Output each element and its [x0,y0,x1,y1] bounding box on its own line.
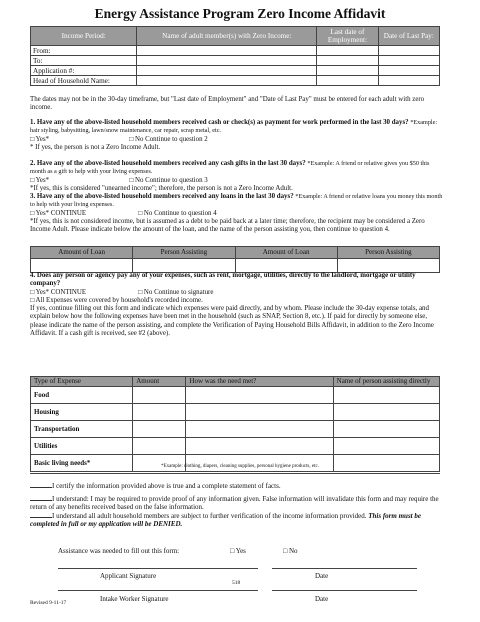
col-adult-names: Name of adult member(s) with Zero Income: [137,27,317,46]
q2-no-checkbox[interactable]: □ No Continue to question 3 [129,176,208,184]
row-from[interactable]: From: [31,46,137,56]
col-income-period: Income Period: [31,27,137,46]
header-table [30,26,440,86]
initial-blank-2[interactable] [30,500,52,501]
page-number: 518 [232,580,241,586]
question-2: 2. Have any of the above-listed household members received any cash gifts in the last 30 days? *Example: A friend or relative gives you $50 this month as a gift to help with your living expenses. □ Yes* □ No Continue to question 3 *If yes, this is considered "unearned income"; therefore, the person is not a Zero Income Adult. [30,160,430,192]
assist-question: Assistance was needed to fill out this form: [58,547,180,555]
expense-food: Food [31,387,133,404]
worker-signature-line[interactable] [58,590,258,591]
question-1: 1. Have any of the above-listed household members received cash or check(s) as payment for work performed in the last 30 days? *Example: hair styling, babysitting, lawn/snow maintenance, car repair, scrap metal, etc. □ Yes* □ No Continue to question 2 * If yes, the person is not a Zero Income Adult. [30,119,438,151]
q1-text: 1. Have any of the above-listed household members received cash or check(s) as payment for work performed in the last 30 days? [30,119,409,126]
assist-no-checkbox[interactable]: □ No [283,547,298,555]
q3-no-checkbox[interactable]: □ No Continue to question 4 [138,209,217,217]
expense-basic-needs: Basic living needs* [31,455,133,472]
expense-table: Type of Expense Amount How was the need met? Name of person assisting directly Food Housing Transportation Utilities Basic living needs* [30,376,440,472]
page-title: Energy Assistance Program Zero Income Affidavit [94,6,386,21]
certification-block: I certify the information provided above is true and a complete statement of facts. I understand: I may be required to provide proof of any information given. False information will invalidate this form and may require the return of any benefits received based on the false information. I understand all adult household members are subject to further verification of the income information provided. This form must be completed in full or my application will be DENIED. [30,482,439,528]
applicant-date-label: Date [315,572,329,580]
q4-all-checkbox[interactable]: □ All Expenses were covered by household's recorded income. [30,296,203,304]
revised-date: Revised 9-11-17 [30,600,67,606]
q3-yes-checkbox[interactable]: □ Yes* CONTINUE [30,209,87,217]
worker-date-label: Date [315,595,329,603]
expense-housing: Housing [31,404,133,421]
expense-transportation: Transportation [31,421,133,438]
assist-yes-checkbox[interactable]: □ Yes [230,547,246,555]
q4-no-checkbox[interactable]: □ No Continue to signature [138,288,214,296]
question-3: 3. Have any of the above-listed household members received any loans in the last 30 days? *Example: A friend or relative loans you money this month to help with your living expenses. □ Yes* CONTINUE □ No Continue to question 4 *If yes, this is not considered income, but is assumed as a debt to be paid back at a later time; therefore, the recipient may be considered a Zero Income Adult. Please indicate below the amount of the loan, and the name of the person assisting you, then continue to question 4. [30,193,443,234]
q4-yes-checkbox[interactable]: □ Yes* CONTINUE [30,288,87,296]
intro-text: The dates may not be in the 30-day timeframe, but "Last date of Employment" and "Date of Last Pay" must be entered for each adult with zero income. [30,96,425,112]
col-last-pay: Date of Last Pay: [378,27,439,46]
q1-yes-checkbox[interactable]: □ Yes* [30,135,50,143]
loan-table: Amount of Loan Person Assisting Amount of Loan Person Assisting [30,246,440,273]
row-application[interactable]: Application #: [31,66,137,76]
row-head-household[interactable]: Head of Household Name: [31,76,137,86]
q1-no-checkbox[interactable]: □ No Continue to question 2 [129,135,208,143]
worker-signature-label: Intake Worker Signature [100,595,169,603]
q2-yes-checkbox[interactable]: □ Yes* [30,176,50,184]
initial-blank-3[interactable] [30,517,52,518]
expense-note: *Example: clothing, diapers, cleaning supplies, personal hygiene products, etc. [161,464,319,469]
applicant-signature-label: Applicant Signature [100,572,157,580]
worker-date-line[interactable] [272,590,417,591]
question-4: 4. Does any person or agency pay any of your expenses, such as rent, mortgage, utilities, directly to the landlord, mortgage or utility company? □ Yes* CONTINUE □ No Continue to signature □ All Expenses were covered by household's recorded income. If yes, continue filling out this form and indicate which expenses were paid directly, and by whom. Please include the 30-day expense totals, and explain below how the following expenses have been met in the household (such as SNAP, Section 8, etc.). If paid for directly by someone else, please indicate the name of the person assisting, and complete the Verification of Paying Household Bills Affidavit, in addition to the Zero Income Affidavit. If a cash gift is received, see #2 (above). [30,272,445,338]
col-last-employment: Last date of Employment: [317,27,378,46]
row-to[interactable]: To: [31,56,137,66]
divider [30,473,440,474]
applicant-signature-line[interactable] [58,568,258,569]
expense-utilities: Utilities [31,438,133,455]
initial-blank-1[interactable] [30,487,52,488]
applicant-date-line[interactable] [272,568,417,569]
